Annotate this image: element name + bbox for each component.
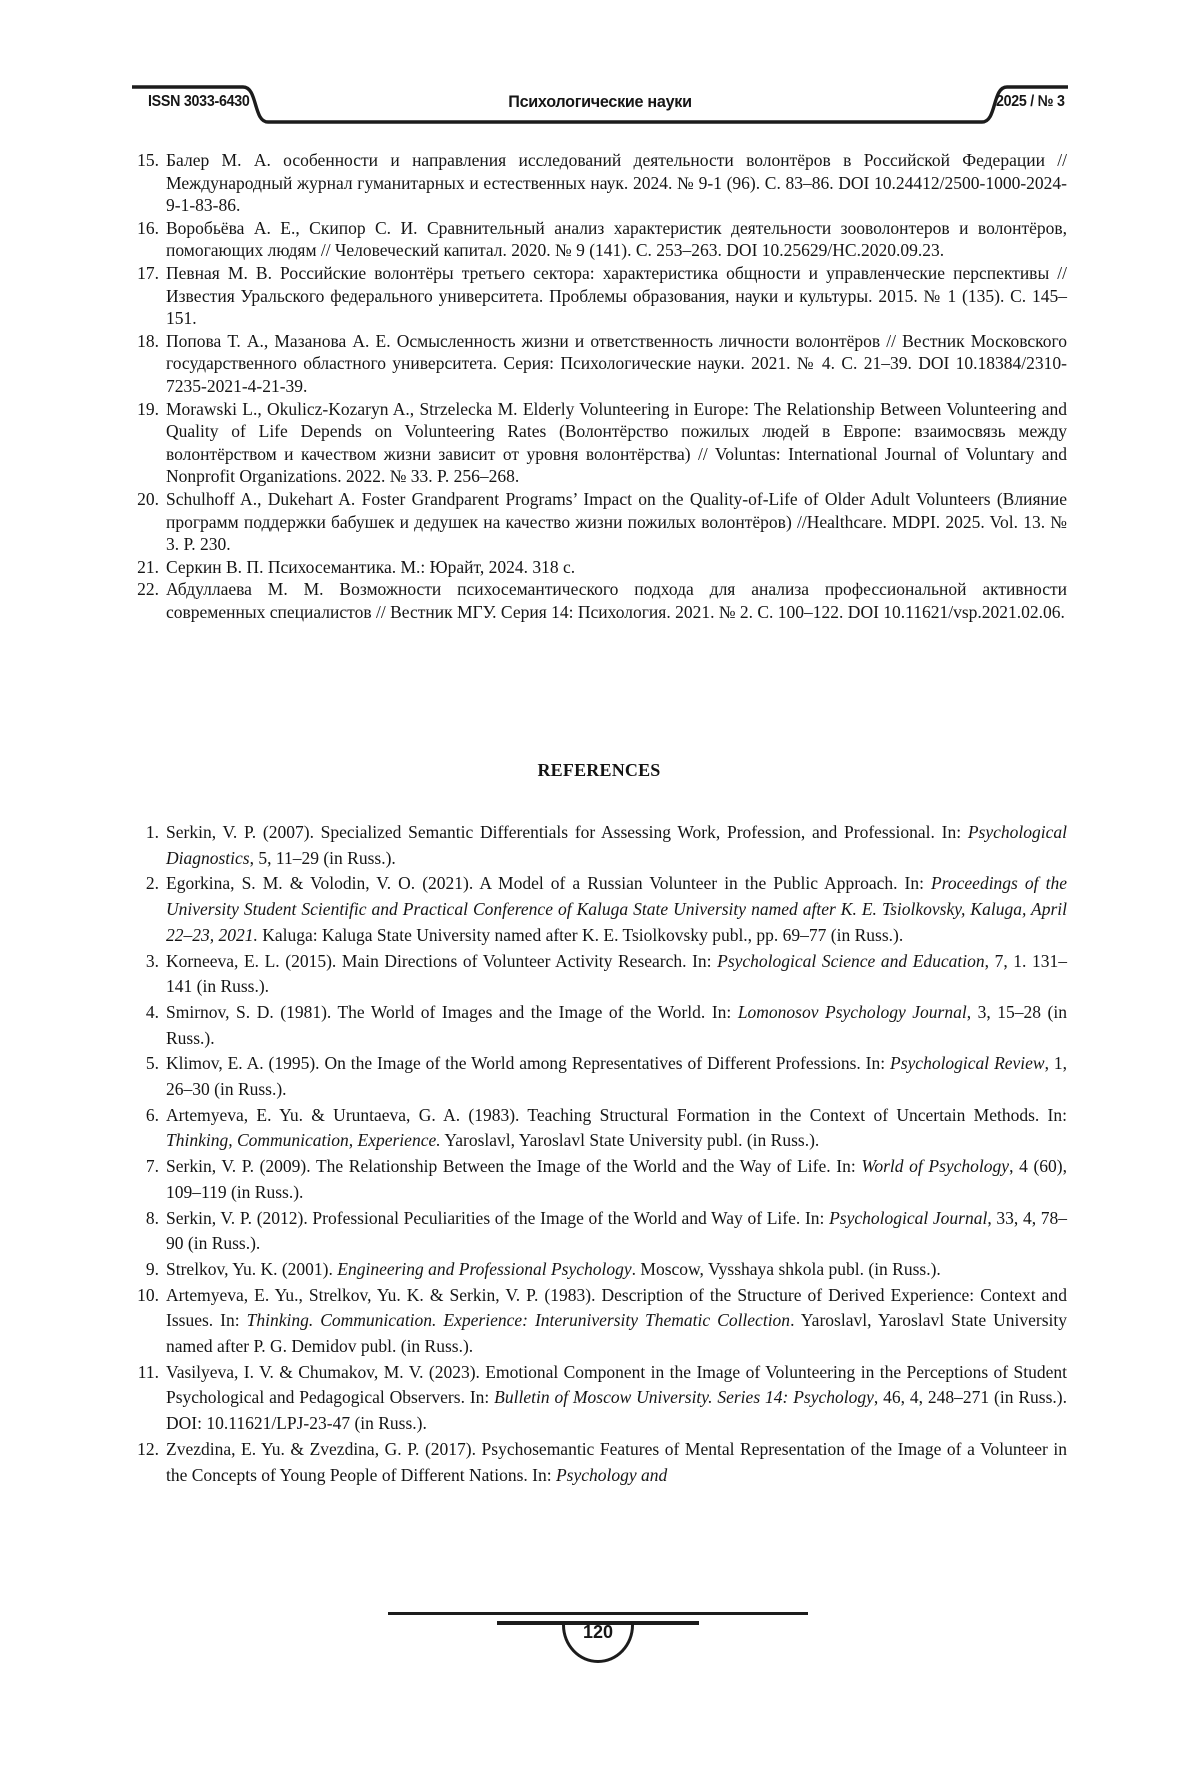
reference-text: Smirnov, S. D. (1981). The World of Images and the Image of the World. In: Lomonosov Psychology Journal, 3, 15–28 (in Russ.). (166, 1001, 1067, 1048)
reference-item (131, 488, 1067, 556)
header-issue: 2025 / № 3 (996, 93, 1065, 110)
reference-item (131, 1051, 1067, 1102)
reference-number: 2. (145, 873, 159, 894)
reference-item (131, 1154, 1067, 1205)
reference-number: 18. (137, 330, 159, 351)
reference-item (131, 1283, 1067, 1360)
reference-item (131, 1437, 1067, 1488)
references-heading: REFERENCES (537, 760, 661, 780)
header-section-title: Психологические науки (508, 92, 692, 111)
reference-text: Балер М. А. особенности и направления исследований деятельности волонтёров в Российской Федерации // Международный журнал гуманитарных и естественных наук. 2024. № 9-1 (96). С. 83–86. DOI 10.24412/2500-1000-2024-9-1-83-86. (166, 150, 1067, 216)
reference-text: Zvezdina, E. Yu. & Zvezdina, G. P. (2017). Psychosemantic Features of Mental Representation of the Image of a Volunteer in the Concepts of Young People of Different Nations. In: Psychology and (166, 1438, 1067, 1485)
reference-number: 16. (137, 217, 159, 238)
english-reference-list (131, 820, 1067, 1488)
reference-text: Klimov, E. A. (1995). On the Image of the World among Representatives of Different Professions. In: Psychological Review, 1, 26–30 (in Russ.). (166, 1053, 1068, 1100)
reference-number: 8. (145, 1207, 159, 1228)
reference-text: Egorkina, S. M. & Volodin, V. O. (2021). A Model of a Russian Volunteer in the Public Approach. In: Proceedings of the University Student Scientific and Practical Conference of Kaluga State University named after K. E. Tsiolkovsky, Kaluga, April 22–23, 2021. Kaluga: Kaluga State University named after K. E. Tsiolkovsky publ., pp. 69–77 (in Russ.). (166, 873, 1067, 945)
page-number: 120 (582, 1622, 614, 1642)
reference-number: 22. (137, 579, 159, 600)
reference-text: Morawski L., Okulicz-Kozaryn A., Strzelecka M. Elderly Volunteering in Europe: The Relationship Between Volunteering and Quality of Life Depends on Volunteering Rates (Волонтёрство пожилых людей в Европе: взаимосвязь между волонтёрством и качеством жизни зависит от уровня волонтёрства) // Voluntas: International Journal of Voluntary and Nonprofit Organizations. 2022. № 33. P. 256–268. (166, 398, 1067, 487)
russian-reference-list (131, 149, 1067, 623)
reference-item (131, 556, 1067, 579)
reference-text: Strelkov, Yu. K. (2001). Engineering and Professional Psychology. Moscow, Vysshaya shkola publ. (in Russ.). (166, 1258, 941, 1279)
footer-rule-thin (388, 1612, 808, 1615)
reference-text: Schulhoff A., Dukehart A. Foster Grandparent Programs’ Impact on the Quality-of-Life of Older Adult Volunteers (Влияние программ поддержки бабушек и дедушек на качество жизни пожилых волонтёров) //Healthcare. MDPI. 2025. Vol. 13. № 3. P. 230. (166, 488, 1067, 555)
reference-text: Korneeva, E. L. (2015). Main Directions of Volunteer Activity Research. In: Psychological Science and Education, 7, 1. 131–141 (in Russ.). (166, 950, 1067, 997)
reference-item (131, 949, 1067, 1000)
reference-item (131, 1000, 1067, 1051)
reference-item (131, 262, 1067, 330)
reference-text: Serkin, V. P. (2007). Specialized Semantic Differentials for Assessing Work, Profession, and Professional. In: Psychological Diagnostics, 5, 11–29 (in Russ.). (166, 822, 1067, 868)
reference-text: Vasilyeva, I. V. & Chumakov, M. V. (2023). Emotional Component in the Image of Volunteering in the Perceptions of Student Psychological and Pedagogical Observers. In: Bulletin of Moscow University. Series 14: Psychology, 46, 4, 248–271 (in Russ.). DOI: 10.11621/LPJ-23-47 (in Russ.). (166, 1361, 1067, 1434)
reference-number: 4. (145, 1001, 159, 1022)
reference-text: Artemyeva, E. Yu., Strelkov, Yu. K. & Serkin, V. P. (1983). Description of the Structure of Derived Experience: Context and Issues. In: Thinking. Communication. Experience: Interuniversity Thematic Collection. Yaroslavl, Yaroslavl State University named after P. G. Demidov publ. (in Russ.). (166, 1284, 1068, 1357)
reference-text: Serkin, V. P. (2012). Professional Peculiarities of the Image of the World and Way of Life. In: Psychological Journal, 33, 4, 78–90 (in Russ.). (166, 1207, 1067, 1254)
reference-number: 15. (137, 150, 159, 170)
reference-item (131, 871, 1067, 948)
reference-number: 17. (137, 262, 159, 283)
reference-number: 12. (137, 1438, 159, 1459)
reference-number: 3. (145, 950, 159, 971)
reference-item (131, 398, 1067, 488)
reference-number: 9. (145, 1258, 159, 1279)
reference-text: Певная М. В. Российские волонтёры третьего сектора: характеристика общности и управленческие перспективы // Известия Уральского федерального университета. Проблемы образования, науки и культуры. 2015. № 1 (135). С. 145–151. (166, 262, 1067, 329)
reference-text: Artemyeva, E. Yu. & Uruntaeva, G. A. (1983). Teaching Structural Formation in the Context of Uncertain Methods. In: Thinking, Communication, Experience. Yaroslavl, Yaroslavl State University publ. (in Russ.). (166, 1104, 1067, 1151)
reference-item (131, 578, 1067, 623)
reference-number: 7. (145, 1156, 159, 1177)
reference-number: 6. (145, 1104, 159, 1125)
reference-number: 19. (137, 398, 159, 419)
header-issn: ISSN 3033-6430 (148, 93, 250, 110)
reference-text: Абдуллаева М. М. Возможности психосемантического подхода для анализа профессиональной активности современных специалистов // Вестник МГУ. Серия 14: Психология. 2021. № 2. С. 100–122. DOI 10.11621/vsp.2021.02.06. (166, 579, 1067, 622)
reference-item (131, 1360, 1067, 1437)
reference-item (131, 1103, 1067, 1154)
reference-text: Serkin, V. P. (2009). The Relationship Between the Image of the World and the Way of Life. In: World of Psychology, 4 (60), 109–119 (in Russ.). (166, 1156, 1067, 1202)
reference-number: 1. (145, 822, 159, 842)
reference-item (131, 217, 1067, 262)
reference-number: 21. (137, 556, 159, 577)
reference-number: 20. (137, 488, 159, 509)
reference-text: Попова Т. А., Мазанова А. Е. Осмысленность жизни и ответственность личности волонтёров // Вестник Московского государственного областного университета. Серия: Психологические науки. 2021. № 4. С. 21–39. DOI 10.18384/2310-7235-2021-4-21-39. (166, 330, 1067, 396)
page-header (131, 84, 1069, 128)
reference-item (131, 820, 1067, 871)
page-footer (0, 1608, 1200, 1678)
reference-number: 10. (137, 1284, 159, 1305)
reference-item (131, 1206, 1067, 1257)
reference-text: Воробьёва А. Е., Скипор С. И. Сравнительный анализ характеристик деятельности зооволонтеров и волонтёров, помогающих людям // Человеческий капитал. 2020. № 9 (141). С. 253–263. DOI 10.25629/HC.2020.09.23. (166, 217, 1067, 261)
reference-item (131, 330, 1067, 398)
reference-item (131, 1257, 1067, 1283)
reference-number: 5. (145, 1053, 159, 1074)
reference-item (131, 149, 1067, 217)
reference-number: 11. (137, 1361, 159, 1382)
reference-text: Серкин В. П. Психосемантика. М.: Юрайт, 2024. 318 с. (166, 556, 576, 577)
